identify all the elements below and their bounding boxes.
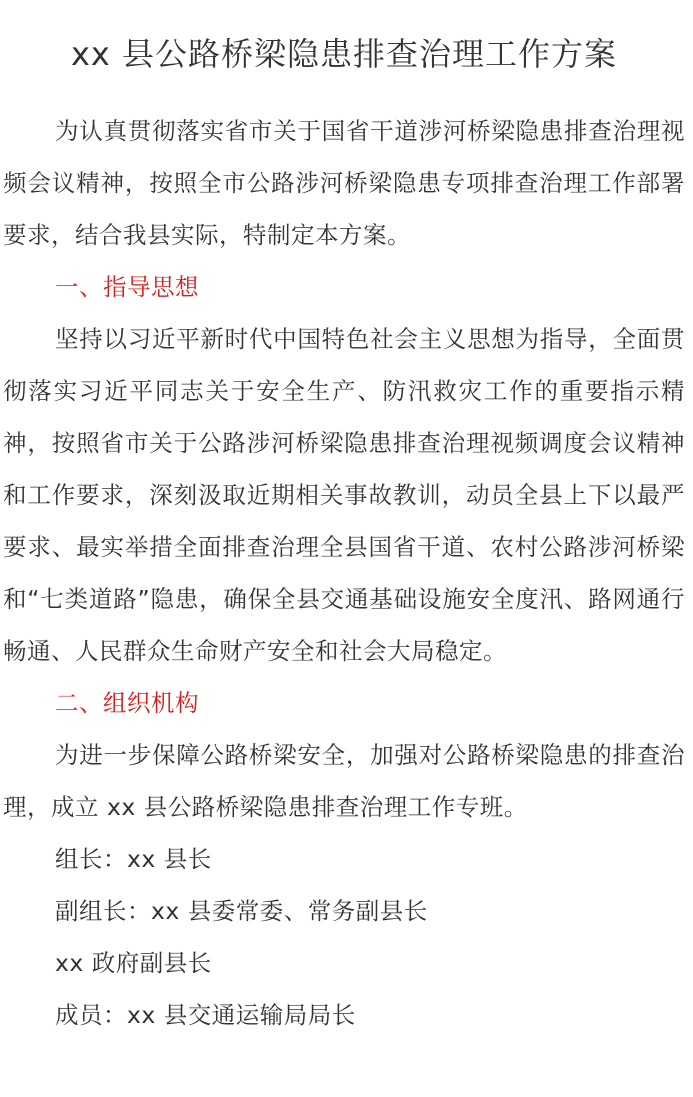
member-line-leader: 组长：xx 县长 <box>55 845 212 873</box>
section-paragraph-guiding-ideology: 坚持以习近平新时代中国特色社会主义思想为指导，全面贯彻落实习近平同志关于安全生产、防汛救灾工作的重要指示精神，按照省市关于公路涉河桥梁隐患排查治理视频调度会议精神和工作要求，深刻汲取近期相关事故教训，动员全县上下以最严要求、最实举措全面排查治理全县国省干道、农村公路涉河桥梁和“七类道路”隐患，确保全县交通基础设施安全度汛、路网通行畅通、人民群众生命财产安全和社会大局稳定。 <box>3 325 685 665</box>
section-heading-guiding-ideology: 一、指导思想 <box>55 273 199 301</box>
member-line-vice-county-head: xx 政府副县长 <box>55 949 212 977</box>
document-body <box>3 105 685 1041</box>
document-title: xx 县公路桥梁隐患排查治理工作方案 <box>70 35 618 73</box>
member-line-deputy-leader: 副组长：xx 县委常委、常务副县长 <box>55 897 428 925</box>
intro-paragraph: 为认真贯彻落实省市关于国省干道涉河桥梁隐患排查治理视频会议精神，按照全市公路涉河桥梁隐患专项排查治理工作部署要求，结合我县实际，特制定本方案。 <box>3 117 685 249</box>
member-line-members: 成员：xx 县交通运输局局长 <box>55 1001 356 1029</box>
section-paragraph-organization: 为进一步保障公路桥梁安全，加强对公路桥梁隐患的排查治理，成立 xx 县公路桥梁隐患排查治理工作专班。 <box>3 741 685 821</box>
section-heading-organization: 二、组织机构 <box>55 689 199 717</box>
